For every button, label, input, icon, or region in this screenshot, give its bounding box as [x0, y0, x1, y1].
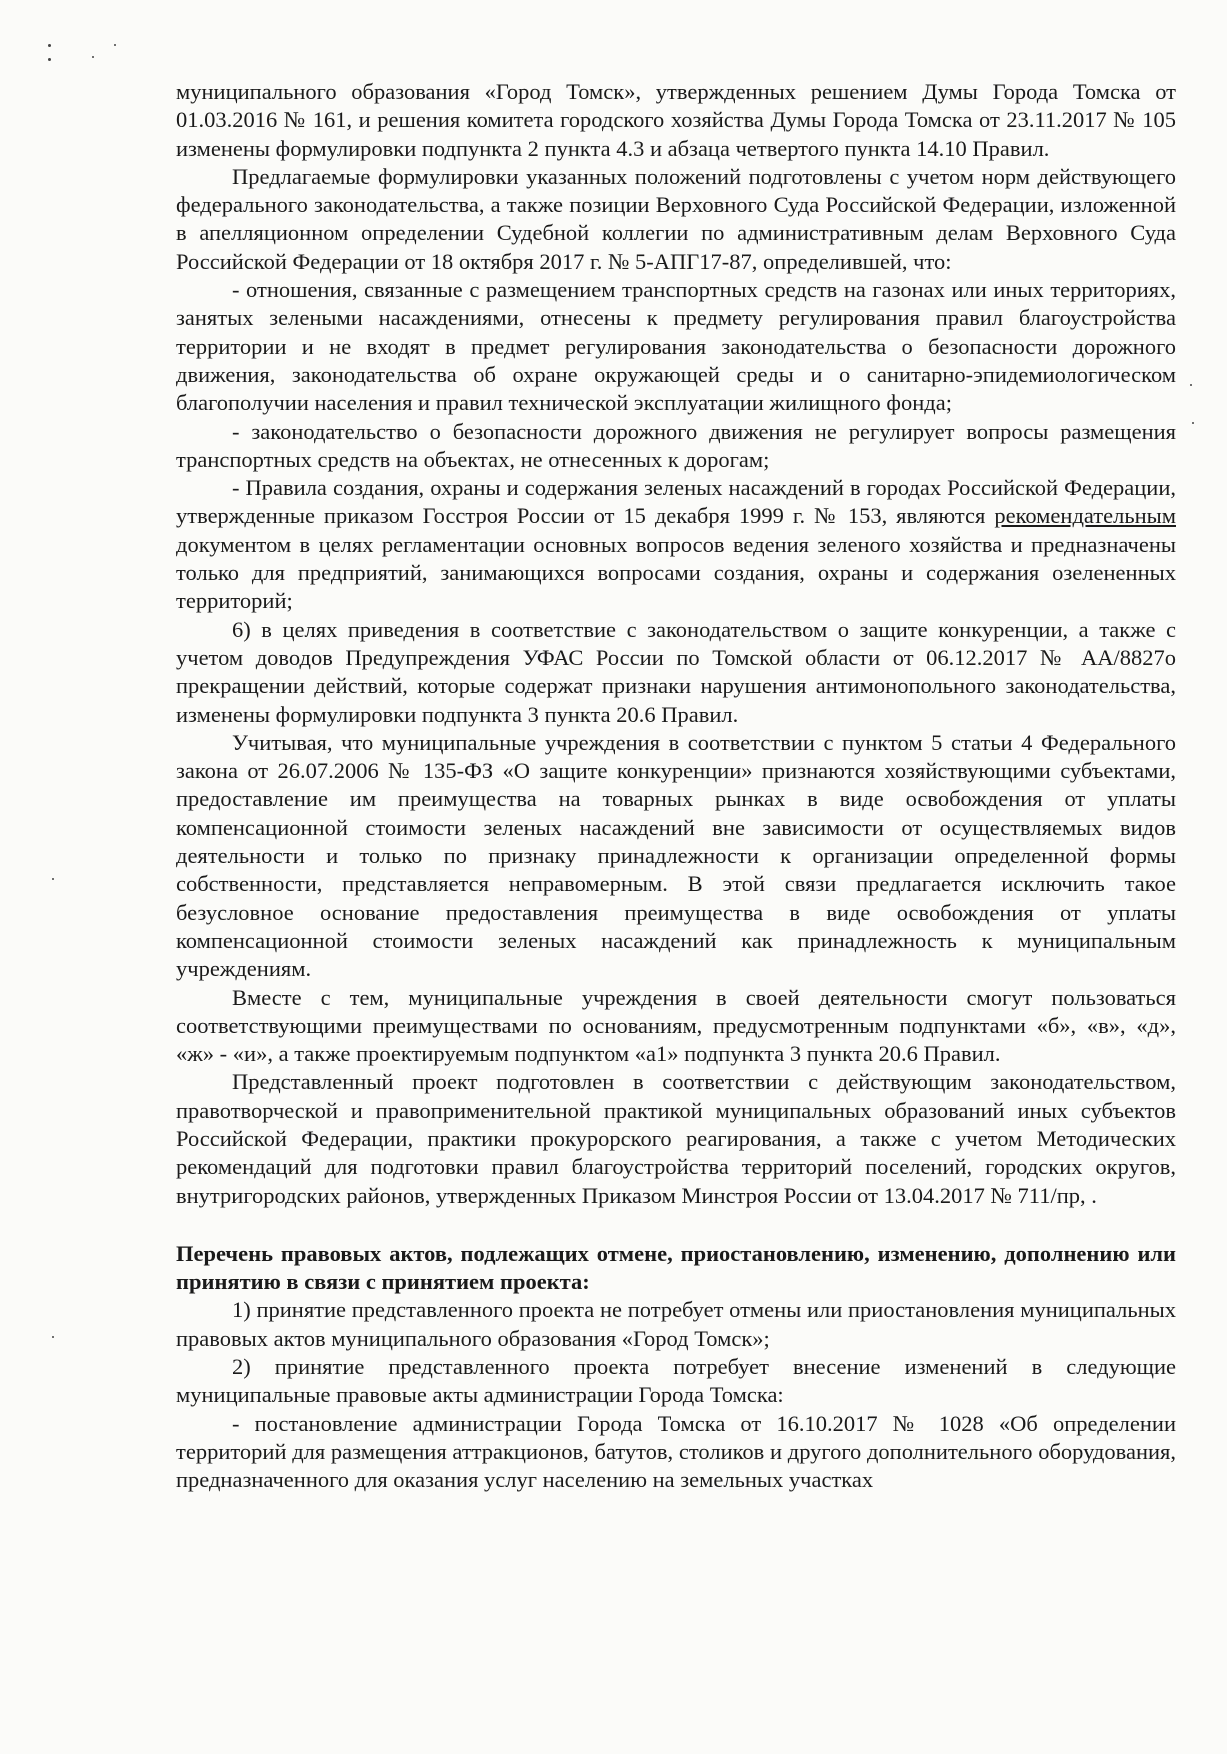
paragraph: Вместе с тем, муниципальные учреждения в своей деятельности смогут пользоваться соответствующими преимуществами по основаниям, предусмотренным подпунктами «б», «в», «д», «ж» - «и», а также проектируемым подпунктом «а1» подпункта 3 пункта 20.6 Правил.: [176, 984, 1176, 1067]
list-item: [176, 474, 1176, 615]
scan-speck: [48, 44, 51, 47]
document-page: [176, 78, 1176, 1495]
underlined-word: рекомендательным: [994, 503, 1176, 529]
paragraph: - постановление администрации Города Томска от 16.10.2017 № 1028 «Об определении территорий для размещения аттракционов, батутов, столиков и другого дополнительного оборудования, предназначенного для оказания услуг населению на земельных участках: [176, 1410, 1176, 1493]
scan-speck: [52, 1336, 54, 1338]
scan-speck: [52, 878, 54, 880]
scan-speck: [114, 44, 116, 46]
paragraph: муниципального образования «Город Томск», утвержденных решением Думы Города Томска от 01.03.2016 № 161, и решения комитета городского хозяйства Думы Города Томска от 23.11.2017 № 105 изменены формулировки подпункта 2 пункта 4.3 и абзаца четвертого пункта 14.10 Правил.: [176, 79, 1176, 161]
paragraph: Представленный проект подготовлен в соответствии с действующим законодательством, правотворческой и правоприменительной практикой муниципальных образований иных субъектов Российской Федерации, практики прокурорского реагирования, а также с учетом Методических рекомендаций для подготовки правил благоустройства территорий поселений, городских округов, внутригородских районов, утвержденных Приказом Минстроя России от 13.04.2017 № 711/пр, .: [176, 1069, 1176, 1208]
paragraph: 1) принятие представленного проекта не потребует отмены или приостановления муниципальных правовых актов муниципального образования «Город Томск»;: [176, 1297, 1176, 1351]
paragraph-text: - Правила создания, охраны и содержания зеленых насаждений в городах Российской Федерации, утвержденные приказом Госстроя России от 15 декабря 1999 г. № 153, являются: [176, 475, 1176, 529]
paragraph: 2) принятие представленного проекта потребует внесение изменений в следующие муниципальные правовые акты администрации Города Томска:: [176, 1354, 1176, 1408]
section-heading: Перечень правовых актов, подлежащих отмене, приостановлению, изменению, дополнению или принятию в связи с принятием проекта:: [176, 1240, 1176, 1295]
list-item: - законодательство о безопасности дорожного движения не регулирует вопросы размещения транспортных средств на объектах, не отнесенных к дорогам;: [176, 418, 1176, 472]
scan-speck: [1192, 422, 1194, 424]
list-item: - отношения, связанные с размещением транспортных средств на газонах или иных территориях, занятых зелеными насаждениями, отнесены к предмету регулирования правил благоустройства территории и не входят в предмет регулирования законодательства о безопасности дорожного движения, законодательства об охране окружающей среды и о санитарно-эпидемиологическом благополучии населения и правил технической эксплуатации жилищного фонда;: [176, 277, 1176, 416]
paragraph: Учитывая, что муниципальные учреждения в соответствии с пунктом 5 статьи 4 Федерального закона от 26.07.2006 № 135-ФЗ «О защите конкуренции» признаются хозяйствующими субъектами, предоставление им преимущества на товарных рынках в виде освобождения от уплаты компенсационной стоимости зеленых насаждений вне зависимости от осуществляемых видов деятельности и только по признаку принадлежности к организации определенной формы собственности, представляется неправомерным. В этой связи предлагается исключить такое безусловное основание предоставления преимущества в виде освобождения от уплаты компенсационной стоимости зеленых насаждений как принадлежность к муниципальным учреждениям.: [176, 729, 1176, 982]
paragraph: Предлагаемые формулировки указанных положений подготовлены с учетом норм действующего федерального законодательства, а также позиции Верховного Суда Российской Федерации, изложенной в апелляционном определении Судебной коллегии по административным делам Верховного Суда Российской Федерации от 18 октября 2017 г. № 5-АПГ17-87, определившей, что:: [176, 163, 1176, 274]
paragraph: 6) в целях приведения в соответствие с законодательством о защите конкуренции, а также с учетом доводов Предупреждения УФАС России по Томской области от 06.12.2017 № АА/8827о прекращении действий, которые содержат признаки нарушения антимонопольного законодательства, изменены формулировки подпункта 3 пункта 20.6 Правил.: [176, 616, 1176, 727]
scan-speck: [92, 56, 94, 58]
scan-speck: [48, 58, 51, 61]
scan-speck: [1190, 384, 1192, 386]
paragraph-text: документом в целях регламентации основных вопросов ведения зеленого хозяйства и предназначены только для предприятий, занимающихся вопросами создания, охраны и содержания озелененных территорий;: [176, 531, 1176, 614]
